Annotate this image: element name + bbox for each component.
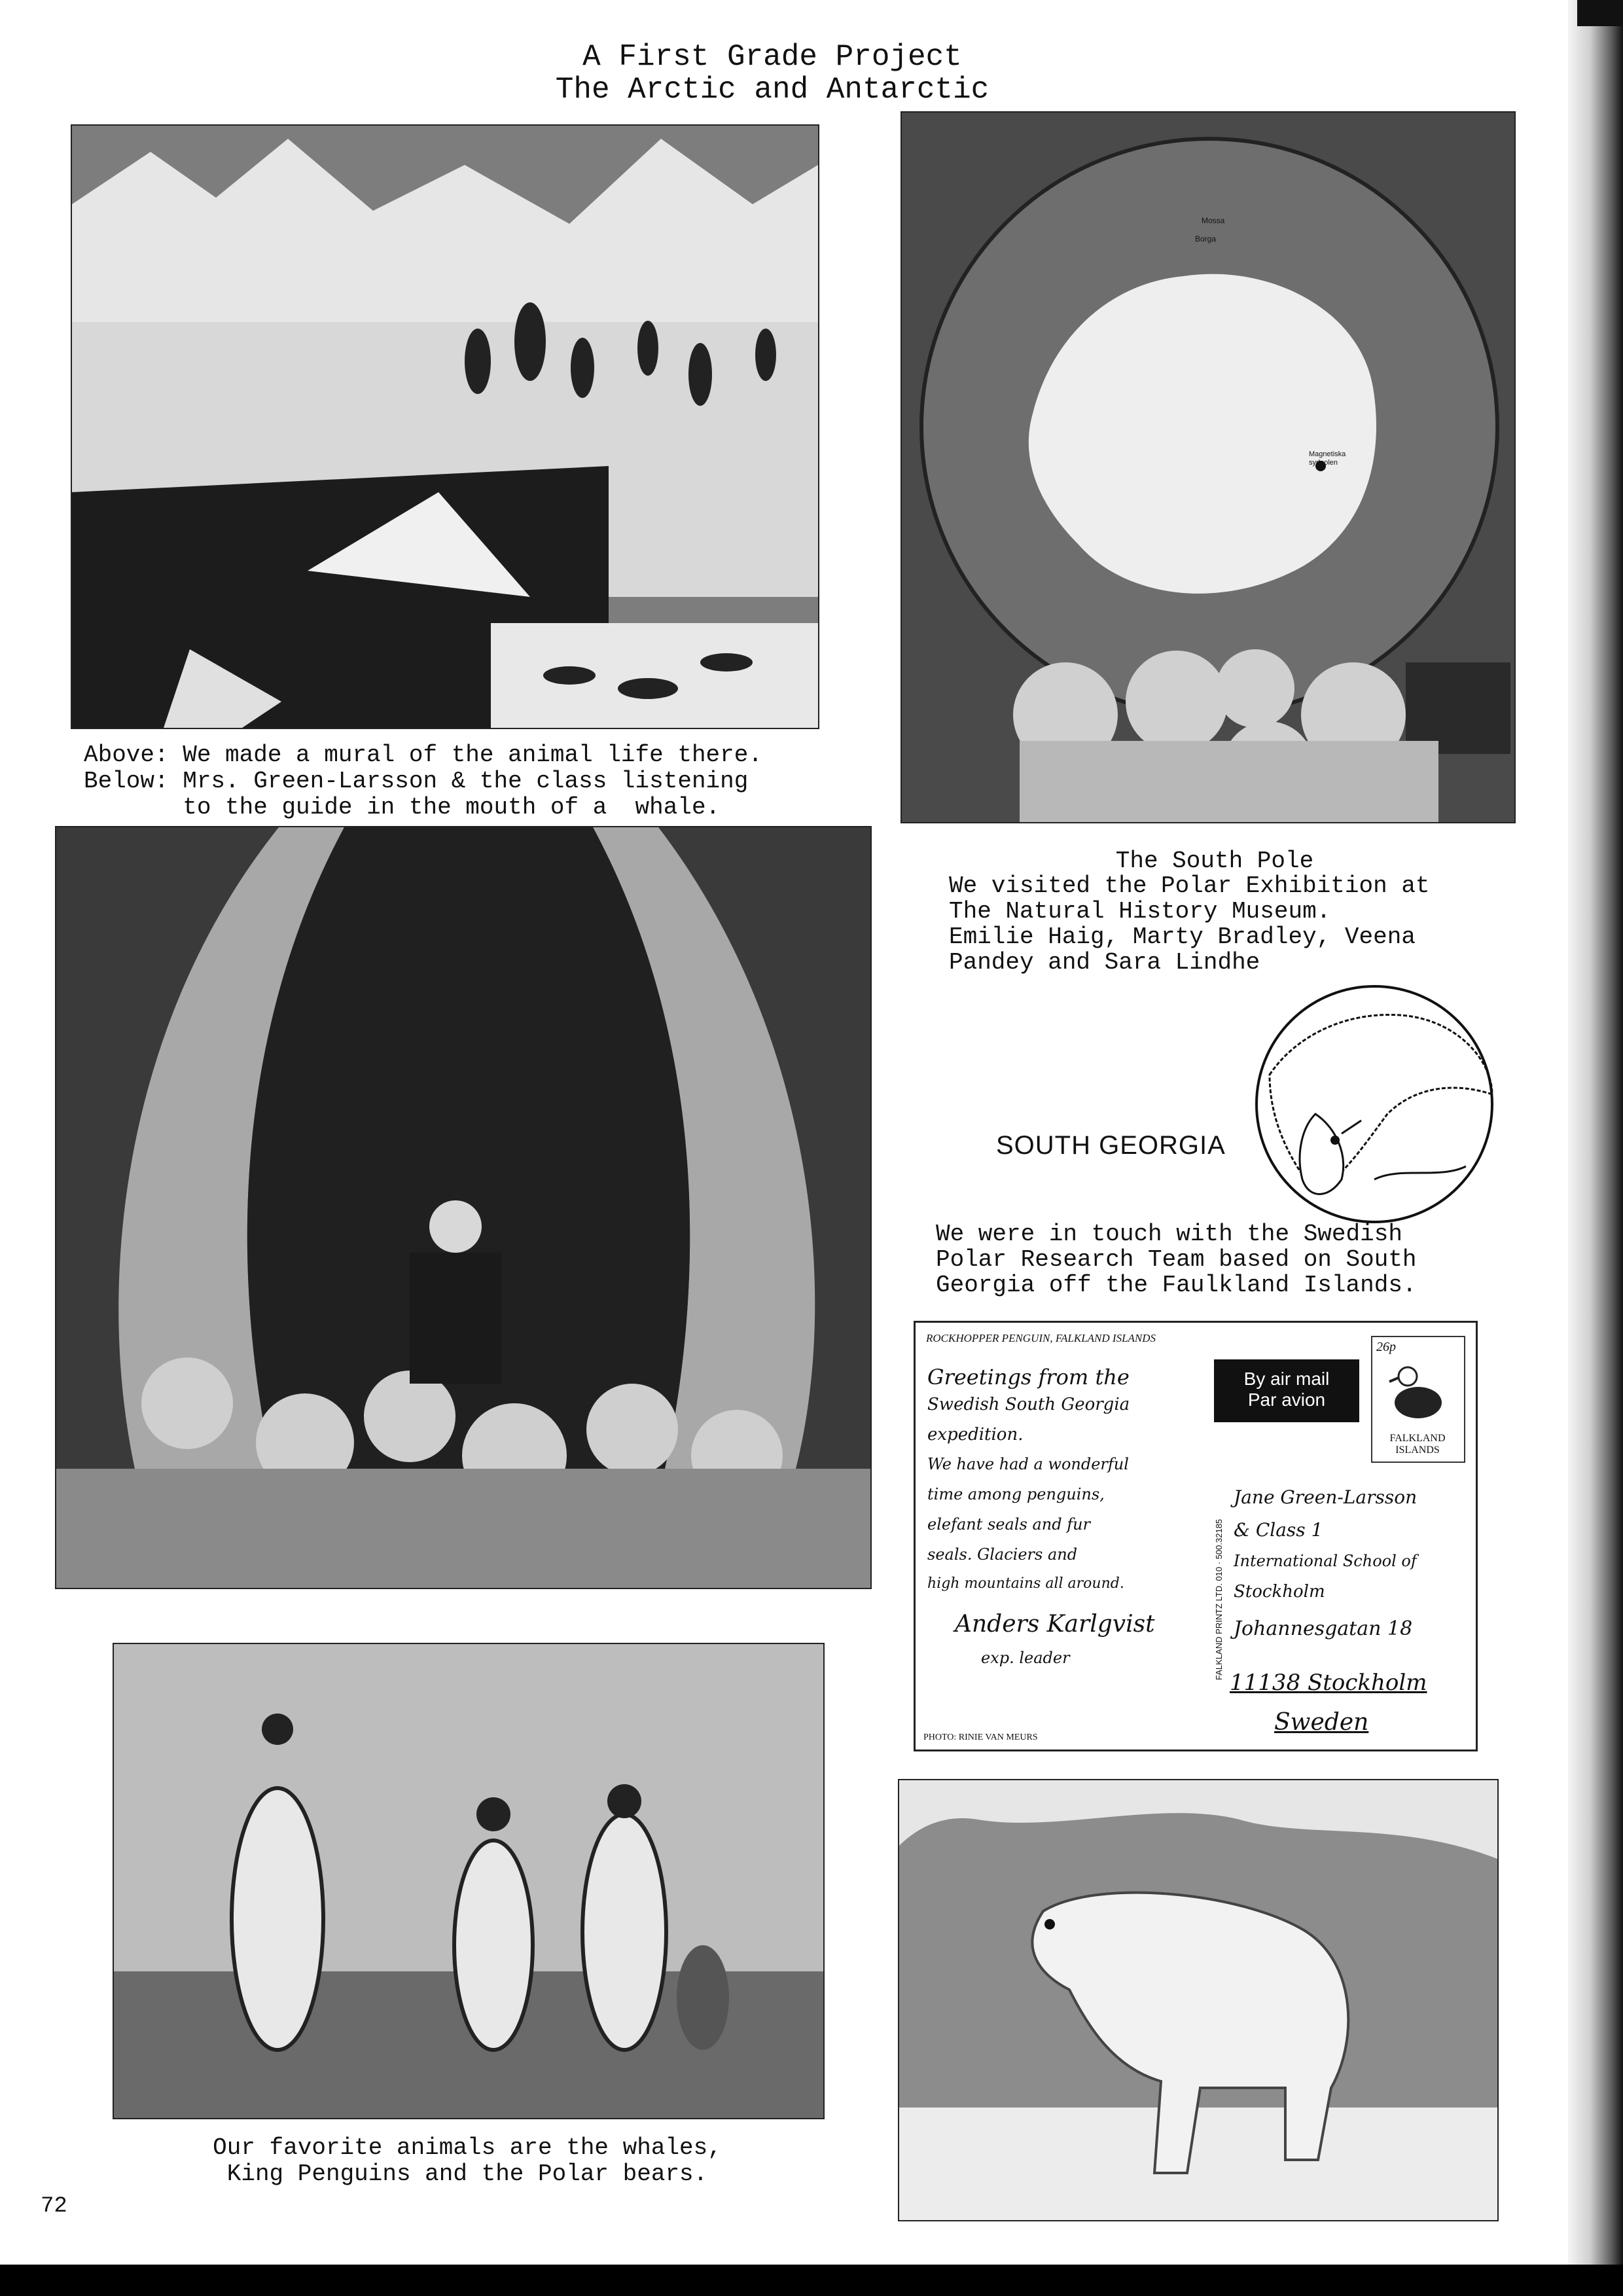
swedish-line-2: Polar Research Team based on South (936, 1246, 1417, 1273)
message-line-3: expedition. (927, 1425, 1024, 1444)
message-line-2: Swedish South Georgia (927, 1395, 1130, 1414)
polar-bear-scene (899, 1780, 1497, 2220)
south-georgia-map-icon (1243, 983, 1505, 1225)
address-line-5: Johannesgatan 18 (1234, 1617, 1413, 1640)
mural-illustration (72, 126, 818, 728)
favorite-animals-line-2: King Penguins and the Polar bears. (226, 2161, 708, 2187)
south-pole-photo (901, 111, 1516, 823)
swedish-line-3: Georgia off the Faulkland Islands. (936, 1272, 1417, 1299)
map-label-mossa: Mossa (1202, 216, 1225, 225)
stamp-value: 26p (1376, 1340, 1396, 1354)
message-line-4: We have had a wonderful (927, 1455, 1129, 1473)
airmail-line-1: By air mail (1243, 1369, 1330, 1389)
south-pole-line-4: Pandey and Sara Lindhe (949, 949, 1260, 976)
address-line-7: Sweden (1274, 1709, 1369, 1736)
map-label-borga: Borga (1195, 234, 1217, 243)
albatross-stamp-icon (1388, 1357, 1448, 1429)
south-pole-line-2: The Natural History Museum. (949, 898, 1331, 925)
airmail-line-2: Par avion (1247, 1390, 1326, 1410)
swedish-line-1: We were in touch with the Swedish (936, 1221, 1402, 1247)
message-line-6: elefant seals and fur (927, 1515, 1091, 1534)
mural-caption-line-1: Above: We made a mural of the animal life there. (84, 742, 762, 768)
message-line-5: time among penguins, (927, 1485, 1105, 1503)
address-line-1: Jane Green-Larsson (1234, 1486, 1418, 1508)
postage-stamp (1371, 1336, 1465, 1463)
polar-bear-photo (898, 1779, 1499, 2221)
favorite-animals-line-1: Our favorite animals are the whales, (213, 2134, 722, 2161)
mural-caption-line-3: to the guide in the mouth of a whale. (84, 794, 721, 821)
airmail-label (1214, 1359, 1359, 1422)
postcard-header: ROCKHOPPER PENGUIN, FALKLAND ISLANDS (926, 1332, 1156, 1344)
message-line-8: high mountains all around. (927, 1575, 1124, 1592)
address-line-2: & Class 1 (1234, 1519, 1323, 1541)
page-number: 72 (41, 2194, 67, 2219)
page-title (0, 41, 1544, 106)
signature: Anders Karlgvist (955, 1611, 1155, 1638)
whale-mouth-scene (56, 827, 870, 1588)
postcard-side-print: FALKLAND PRINTZ LTD. 010 · 500.32185 (1214, 1518, 1224, 1680)
book-spine-shadow (1568, 0, 1623, 2296)
postcard-photo-credit: PHOTO: RINIE VAN MEURS (923, 1732, 1038, 1742)
message-line-1: Greetings from the (927, 1365, 1130, 1390)
stamp-country: FALKLAND ISLANDS (1389, 1433, 1446, 1456)
mural-caption-line-2: Below: Mrs. Green-Larsson & the class listening (84, 768, 749, 795)
whale-mouth-photo (55, 826, 872, 1589)
title-line-1: A First Grade Project (582, 40, 962, 74)
address-line-3: International School of (1234, 1552, 1417, 1570)
south-pole-title: The South Pole (1115, 848, 1314, 874)
south-pole-line-3: Emilie Haig, Marty Bradley, Veena (949, 924, 1416, 950)
south-pole-line-1: We visited the Polar Exhibition at (949, 872, 1430, 899)
bottom-scan-edge (0, 2265, 1623, 2296)
mural-photo (71, 124, 819, 729)
south-georgia-label: SOUTH GEORGIA (996, 1131, 1226, 1160)
message-line-7: seals. Glaciers and (927, 1545, 1078, 1564)
address-line-6: 11138 Stockholm (1230, 1670, 1427, 1696)
king-penguins-scene (114, 1644, 823, 2118)
map-label-magnetic-pole: Magnetiska sydpolen (1309, 450, 1346, 467)
postcard-side-print-box (1211, 1447, 1227, 1683)
address-line-4: Stockholm (1234, 1582, 1325, 1602)
signature-role: exp. leader (981, 1649, 1070, 1667)
postcard (914, 1321, 1478, 1751)
title-line-2: The Arctic and Antarctic (555, 73, 990, 107)
spine-top-edge (1577, 0, 1623, 26)
king-penguins-photo (113, 1643, 825, 2119)
